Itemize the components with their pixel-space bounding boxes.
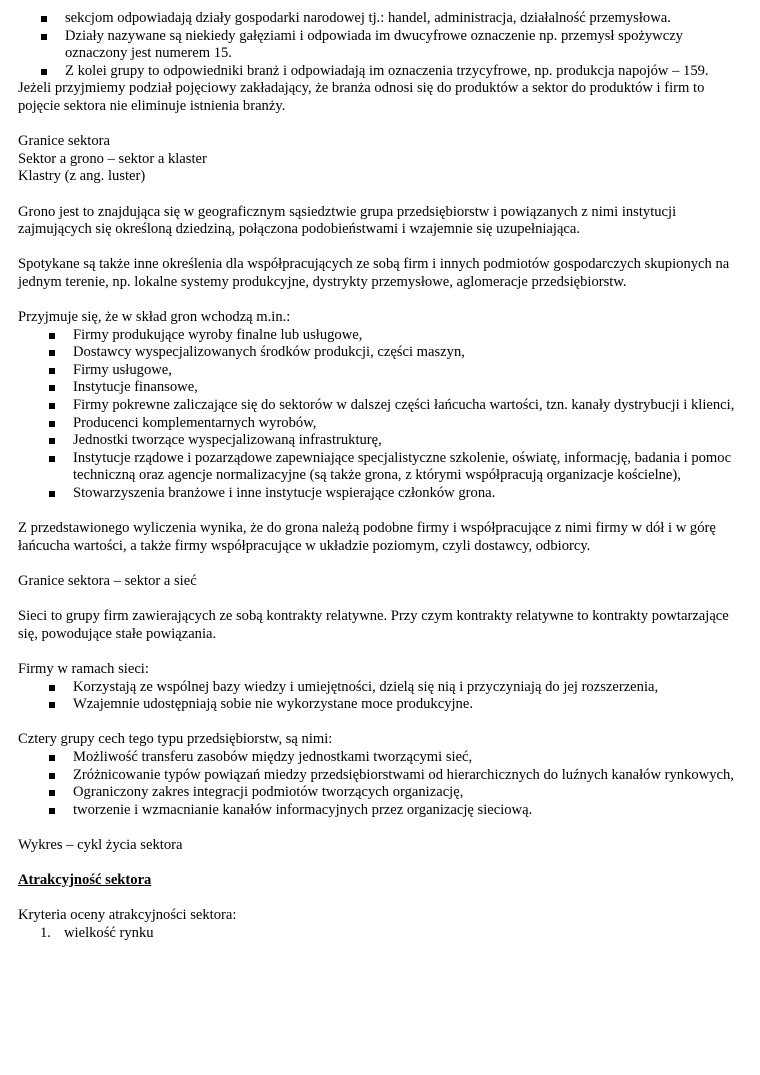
section-heading-atrakcyjnosc: Atrakcyjność sektora (18, 872, 152, 889)
list-item: Instytucje finansowe, (18, 379, 742, 397)
line-sektor-grono: Sektor a grono – sektor a klaster (18, 150, 207, 167)
list-item: Firmy usługowe, (18, 362, 742, 380)
grono-members-list (18, 327, 742, 503)
list-item: Z kolei grupy to odpowiedniki branż i odpowiadają im oznaczenia trzycyfrowe, np. produkcja napojów – 159. (18, 63, 742, 81)
list-item: Jednostki tworzące wyspecjalizowaną infrastrukturę, (18, 432, 742, 450)
grono-list-intro: Przyjmuje się, że w skład gron wchodzą m.in.: (18, 309, 291, 326)
list-item: sekcjom odpowiadają działy gospodarki narodowej tj.: handel, administracja, działalność przemysłowa. (18, 10, 742, 28)
firmy-list (18, 679, 742, 714)
list-item: Firmy produkujące wyroby finalne lub usługowe, (18, 327, 742, 345)
list-item-text: wielkość rynku (64, 924, 154, 941)
list-item: Korzystają ze wspólnej bazy wiedzy i umiejętności, dzielą się nią i przyczyniają do jej rozszerzenia, (18, 679, 742, 697)
cztery-list (18, 749, 742, 819)
list-item: Dostawcy wyspecjalizowanych środków produkcji, części maszyn, (18, 344, 742, 362)
list-item: Możliwość transferu zasobów między jednostkami tworzącymi sieć, (18, 749, 742, 767)
list-item: Stowarzyszenia branżowe i inne instytucje wspierające członków grona. (18, 485, 742, 503)
paragraph-branza: Jeżeli przyjmiemy podział pojęciowy zakładający, że branża odnosi się do produktów a sektor do produktów i firm to pojęcie sektora nie eliminuje istnienia branży. (18, 80, 705, 114)
list-item: Instytucje rządowe i pozarządowe zapewniające specjalistyczne szkolenie, oświatę, informację, badania i pomoc techniczną oraz agencje normalizacyjne (są także grona, z którymi współpracują organizacje kościelne), (18, 450, 742, 485)
list-number: 1. (40, 924, 51, 941)
list-item: Zróżnicowanie typów powiązań miedzy przedsiębiorstwami od hierarchicznych do luźnych kanałów rynkowych, (18, 767, 742, 785)
paragraph-grono: Grono jest to znajdująca się w geograficznym sąsiedztwie grupa przedsiębiorstw i powiązanych z nimi instytucji zajmujących się określoną dziedziną, połączona podobieństwami i wzajemnie się uzupełniająca. (18, 203, 677, 238)
list-item: Ograniczony zakres integracji podmiotów tworzących organizację, (18, 784, 742, 802)
line-klastry: Klastry (z ang. luster) (18, 168, 146, 185)
list-item: Działy nazywane są niekiedy gałęziami i odpowiada im dwucyfrowe oznaczenie np. przemysł spożywczy oznaczony jest numerem 15. (18, 28, 742, 63)
firmy-list-intro: Firmy w ramach sieci: (18, 660, 149, 677)
list-item: Firmy pokrewne zaliczające się do sektorów w dalszej części łańcucha wartości, tzn. kanały dystrybucji i klienci, (18, 397, 742, 415)
paragraph-spotykane: Spotykane są także inne określenia dla współpracujących ze sobą firm i innych podmiotów gospodarczych skupionych na jednym terenie, np. lokalne systemy produkcyjne, dystrykty przemysłowe, aglomeracje przedsiębiorstw. (18, 256, 730, 290)
section-title-granice: Granice sektora (18, 133, 110, 150)
list-item: Wzajemnie udostępniają sobie nie wykorzystane moce produkcyjne. (18, 696, 742, 714)
list-item: Producenci komplementarnych wyrobów, (18, 415, 742, 433)
paragraph-wyliczenie: Z przedstawionego wyliczenia wynika, że do grona należą podobne firmy i współpracujące z nimi firmy w dół i w górę łańcucha wartości, a także firmy współpracujące w układzie poziomym, czyli dostawcy, odbiorcy. (18, 520, 716, 554)
list-item (18, 925, 742, 943)
kryteria-list-intro: Kryteria oceny atrakcyjności sektora: (18, 907, 237, 924)
cztery-list-intro: Cztery grupy cech tego typu przedsiębiorstw, są nimi: (18, 731, 333, 748)
paragraph-sieci: Sieci to grupy firm zawierających ze sobą kontrakty relatywne. Przy czym kontrakty relatywne to kontrakty powtarzające się, powodujące stałe powiązania. (18, 608, 729, 642)
sector-division-list (18, 10, 742, 80)
list-item: tworzenie i wzmacnianie kanałów informacyjnych przez organizację sieciową. (18, 802, 742, 820)
kryteria-list (18, 925, 742, 943)
section-title-siec: Granice sektora – sektor a sieć (18, 573, 197, 589)
line-wykres: Wykres – cykl życia sektora (18, 836, 183, 853)
